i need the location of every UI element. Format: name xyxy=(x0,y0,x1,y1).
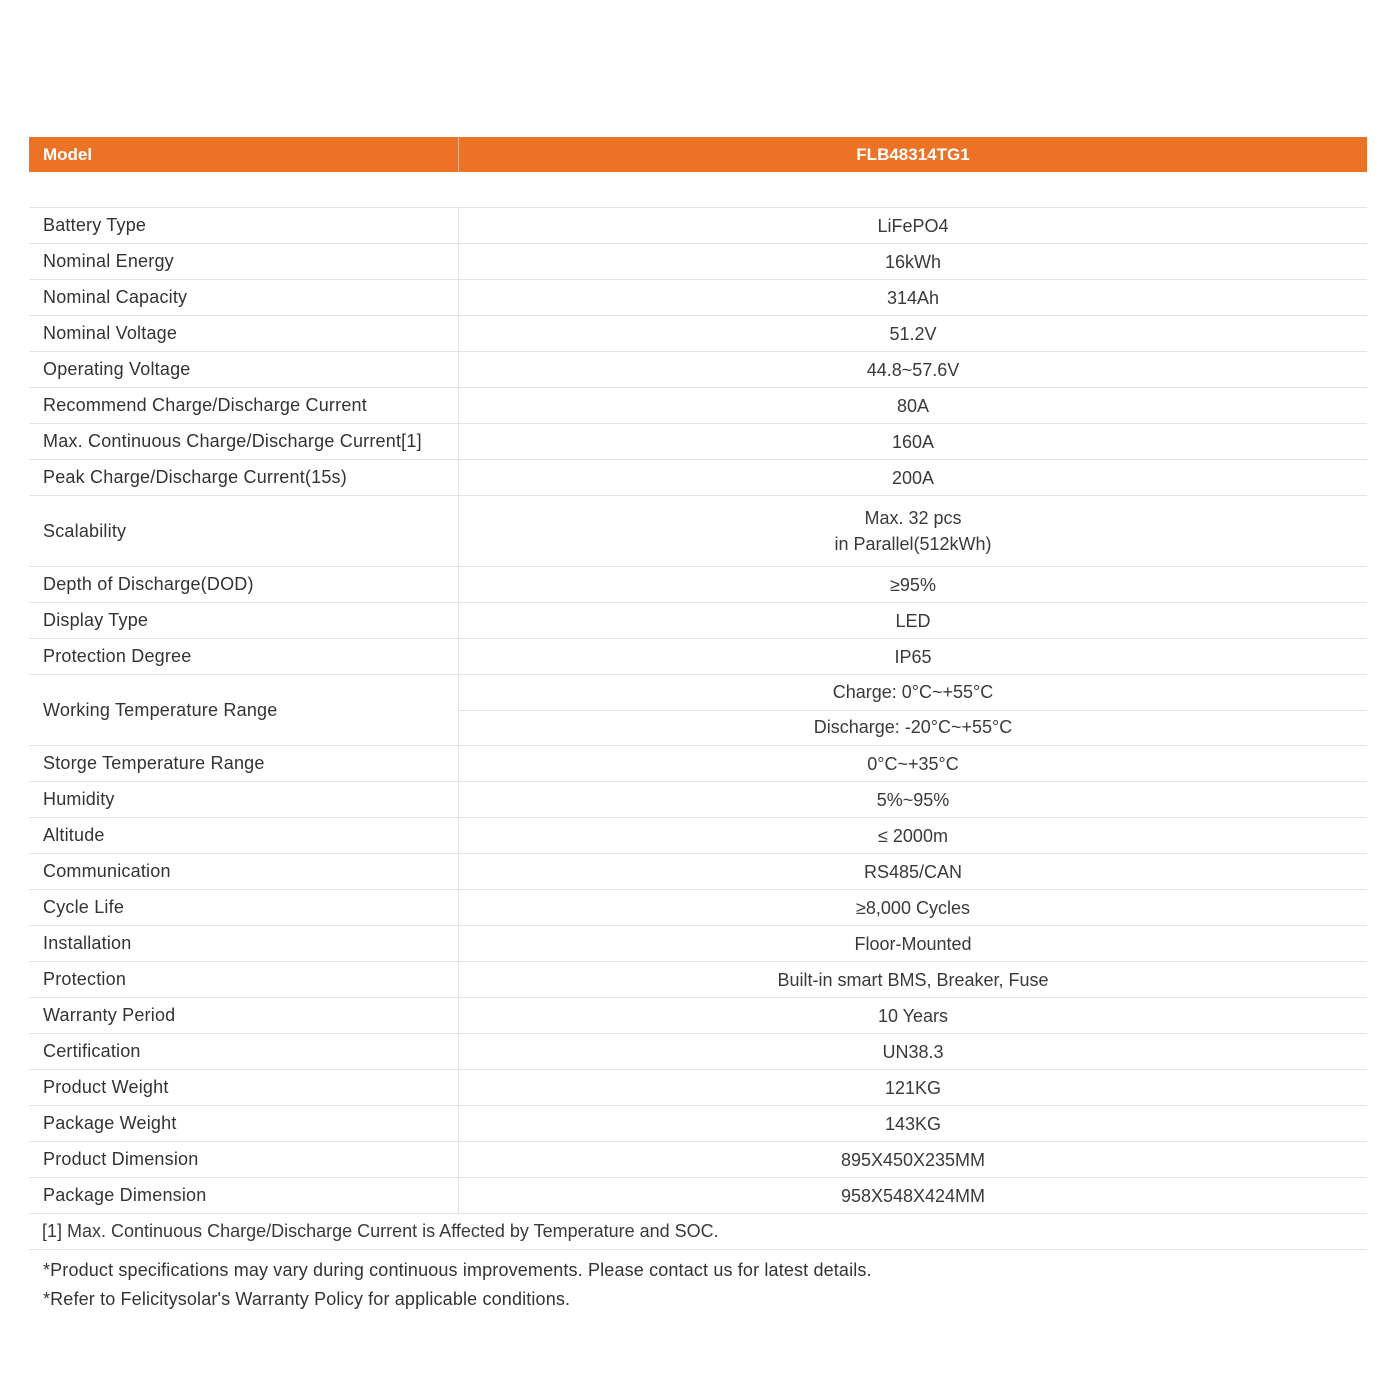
header-spacer xyxy=(29,172,1367,208)
table-row xyxy=(29,746,1367,782)
spec-label: Scalability xyxy=(29,496,459,566)
spec-value xyxy=(459,1178,1367,1213)
spec-label: Protection Degree xyxy=(29,639,459,674)
spec-label: Product Weight xyxy=(29,1070,459,1105)
notes xyxy=(29,1250,1367,1314)
spec-value xyxy=(459,388,1367,423)
table-row xyxy=(29,998,1367,1034)
spec-value-line: 80A xyxy=(896,395,930,416)
spec-value xyxy=(459,998,1367,1033)
spec-value-line: 5%~95% xyxy=(876,789,950,810)
spec-label: Package Dimension xyxy=(29,1178,459,1213)
spec-value-line: UN38.3 xyxy=(882,1041,944,1062)
spec-value xyxy=(459,890,1367,925)
header-label: Model xyxy=(29,137,459,172)
spec-value-line: 143KG xyxy=(884,1113,942,1134)
table-row xyxy=(29,460,1367,496)
table-row xyxy=(29,280,1367,316)
spec-value-line: RS485/CAN xyxy=(863,861,963,882)
spec-label: Nominal Capacity xyxy=(29,280,459,315)
spec-value-line: 160A xyxy=(891,431,935,452)
spec-value-line: ≥95% xyxy=(890,574,936,595)
table-row xyxy=(29,208,1367,244)
table-row xyxy=(29,1142,1367,1178)
table-row xyxy=(29,424,1367,460)
spec-label: Nominal Energy xyxy=(29,244,459,279)
spec-label: Cycle Life xyxy=(29,890,459,925)
spec-value-line: Built-in smart BMS, Breaker, Fuse xyxy=(777,969,1049,990)
spec-label: Installation xyxy=(29,926,459,961)
table-row xyxy=(29,675,1367,746)
spec-value xyxy=(459,208,1367,243)
spec-value xyxy=(459,818,1367,853)
spec-value-line: 121KG xyxy=(884,1077,942,1098)
spec-label: Storge Temperature Range xyxy=(29,746,459,781)
spec-value-line: 958X548X424MM xyxy=(840,1185,986,1206)
spec-value xyxy=(459,567,1367,602)
spec-label: Depth of Discharge(DOD) xyxy=(29,567,459,602)
table-row xyxy=(29,603,1367,639)
spec-label: Peak Charge/Discharge Current(15s) xyxy=(29,460,459,495)
spec-value xyxy=(459,244,1367,279)
spec-value-line: ≥8,000 Cycles xyxy=(856,897,970,918)
table-row xyxy=(29,352,1367,388)
spec-label: Protection xyxy=(29,962,459,997)
spec-label: Product Dimension xyxy=(29,1142,459,1177)
spec-label: Altitude xyxy=(29,818,459,853)
spec-value-line: LED xyxy=(895,610,931,631)
spec-value xyxy=(459,603,1367,638)
table-row xyxy=(29,639,1367,675)
header-model-value: FLB48314TG1 xyxy=(856,144,970,164)
table-row xyxy=(29,1178,1367,1214)
spec-value-line: 895X450X235MM xyxy=(840,1149,986,1170)
table-row xyxy=(29,962,1367,998)
spec-label: Warranty Period xyxy=(29,998,459,1033)
spec-rows xyxy=(29,208,1367,1214)
note-warranty: *Refer to Felicitysolar's Warranty Policy for applicable conditions. xyxy=(43,1289,571,1309)
spec-value xyxy=(459,316,1367,351)
spec-label: Max. Continuous Charge/Discharge Current[1] xyxy=(29,424,459,459)
footnote: [1] Max. Continuous Charge/Discharge Current is Affected by Temperature and SOC. xyxy=(29,1214,1367,1250)
spec-value-line: ≤ 2000m xyxy=(878,825,948,846)
spec-label: Nominal Voltage xyxy=(29,316,459,351)
spec-label: Package Weight xyxy=(29,1106,459,1141)
table-row xyxy=(29,388,1367,424)
spec-value xyxy=(459,746,1367,781)
table-row xyxy=(29,244,1367,280)
note-specs: *Product specifications may vary during continuous improvements. Please contact us for latest details. xyxy=(43,1260,872,1280)
spec-value xyxy=(459,460,1367,495)
table-row xyxy=(29,1034,1367,1070)
spec-value-line: Floor-Mounted xyxy=(854,933,972,954)
spec-value-line: 51.2V xyxy=(889,323,937,344)
spec-value xyxy=(459,962,1367,997)
spec-value xyxy=(459,496,1367,566)
spec-value xyxy=(459,675,1367,745)
spec-value-line: 0°C~+35°C xyxy=(867,753,959,774)
spec-label: Working Temperature Range xyxy=(29,675,459,745)
spec-value-line: 10 Years xyxy=(877,1005,949,1026)
table-row xyxy=(29,496,1367,567)
spec-value-line: Charge: 0°C~+55°C xyxy=(832,681,994,702)
spec-value-line: IP65 xyxy=(894,646,932,667)
table-row xyxy=(29,1106,1367,1142)
spec-label: Communication xyxy=(29,854,459,889)
spec-value-line: 200A xyxy=(891,467,935,488)
table-row xyxy=(29,890,1367,926)
spec-value-line: Discharge: -20°C~+55°C xyxy=(459,710,1367,746)
spec-value-line: 44.8~57.6V xyxy=(866,359,960,380)
spec-value xyxy=(459,854,1367,889)
spec-value-line: 314Ah xyxy=(886,287,940,308)
spec-value xyxy=(459,280,1367,315)
spec-label: Certification xyxy=(29,1034,459,1069)
spec-label: Battery Type xyxy=(29,208,459,243)
spec-value xyxy=(459,1070,1367,1105)
spec-value xyxy=(459,424,1367,459)
table-row xyxy=(29,854,1367,890)
spec-value-line: LiFePO4 xyxy=(877,215,949,236)
spec-sheet xyxy=(29,137,1367,1314)
spec-label: Recommend Charge/Discharge Current xyxy=(29,388,459,423)
spec-value xyxy=(459,1142,1367,1177)
table-row xyxy=(29,1070,1367,1106)
table-header xyxy=(29,137,1367,172)
table-row xyxy=(29,567,1367,603)
spec-label: Humidity xyxy=(29,782,459,817)
spec-value xyxy=(459,1106,1367,1141)
spec-label: Display Type xyxy=(29,603,459,638)
table-row xyxy=(29,818,1367,854)
spec-value xyxy=(459,639,1367,674)
table-row xyxy=(29,926,1367,962)
spec-value xyxy=(459,926,1367,961)
spec-label: Operating Voltage xyxy=(29,352,459,387)
table-row xyxy=(29,316,1367,352)
spec-value-line: in Parallel(512kWh) xyxy=(834,534,992,554)
spec-value xyxy=(459,1034,1367,1069)
table-row xyxy=(29,782,1367,818)
spec-value-line: Max. 32 pcs xyxy=(864,508,962,528)
spec-value xyxy=(459,352,1367,387)
spec-value xyxy=(459,782,1367,817)
spec-value-line: 16kWh xyxy=(884,251,942,272)
